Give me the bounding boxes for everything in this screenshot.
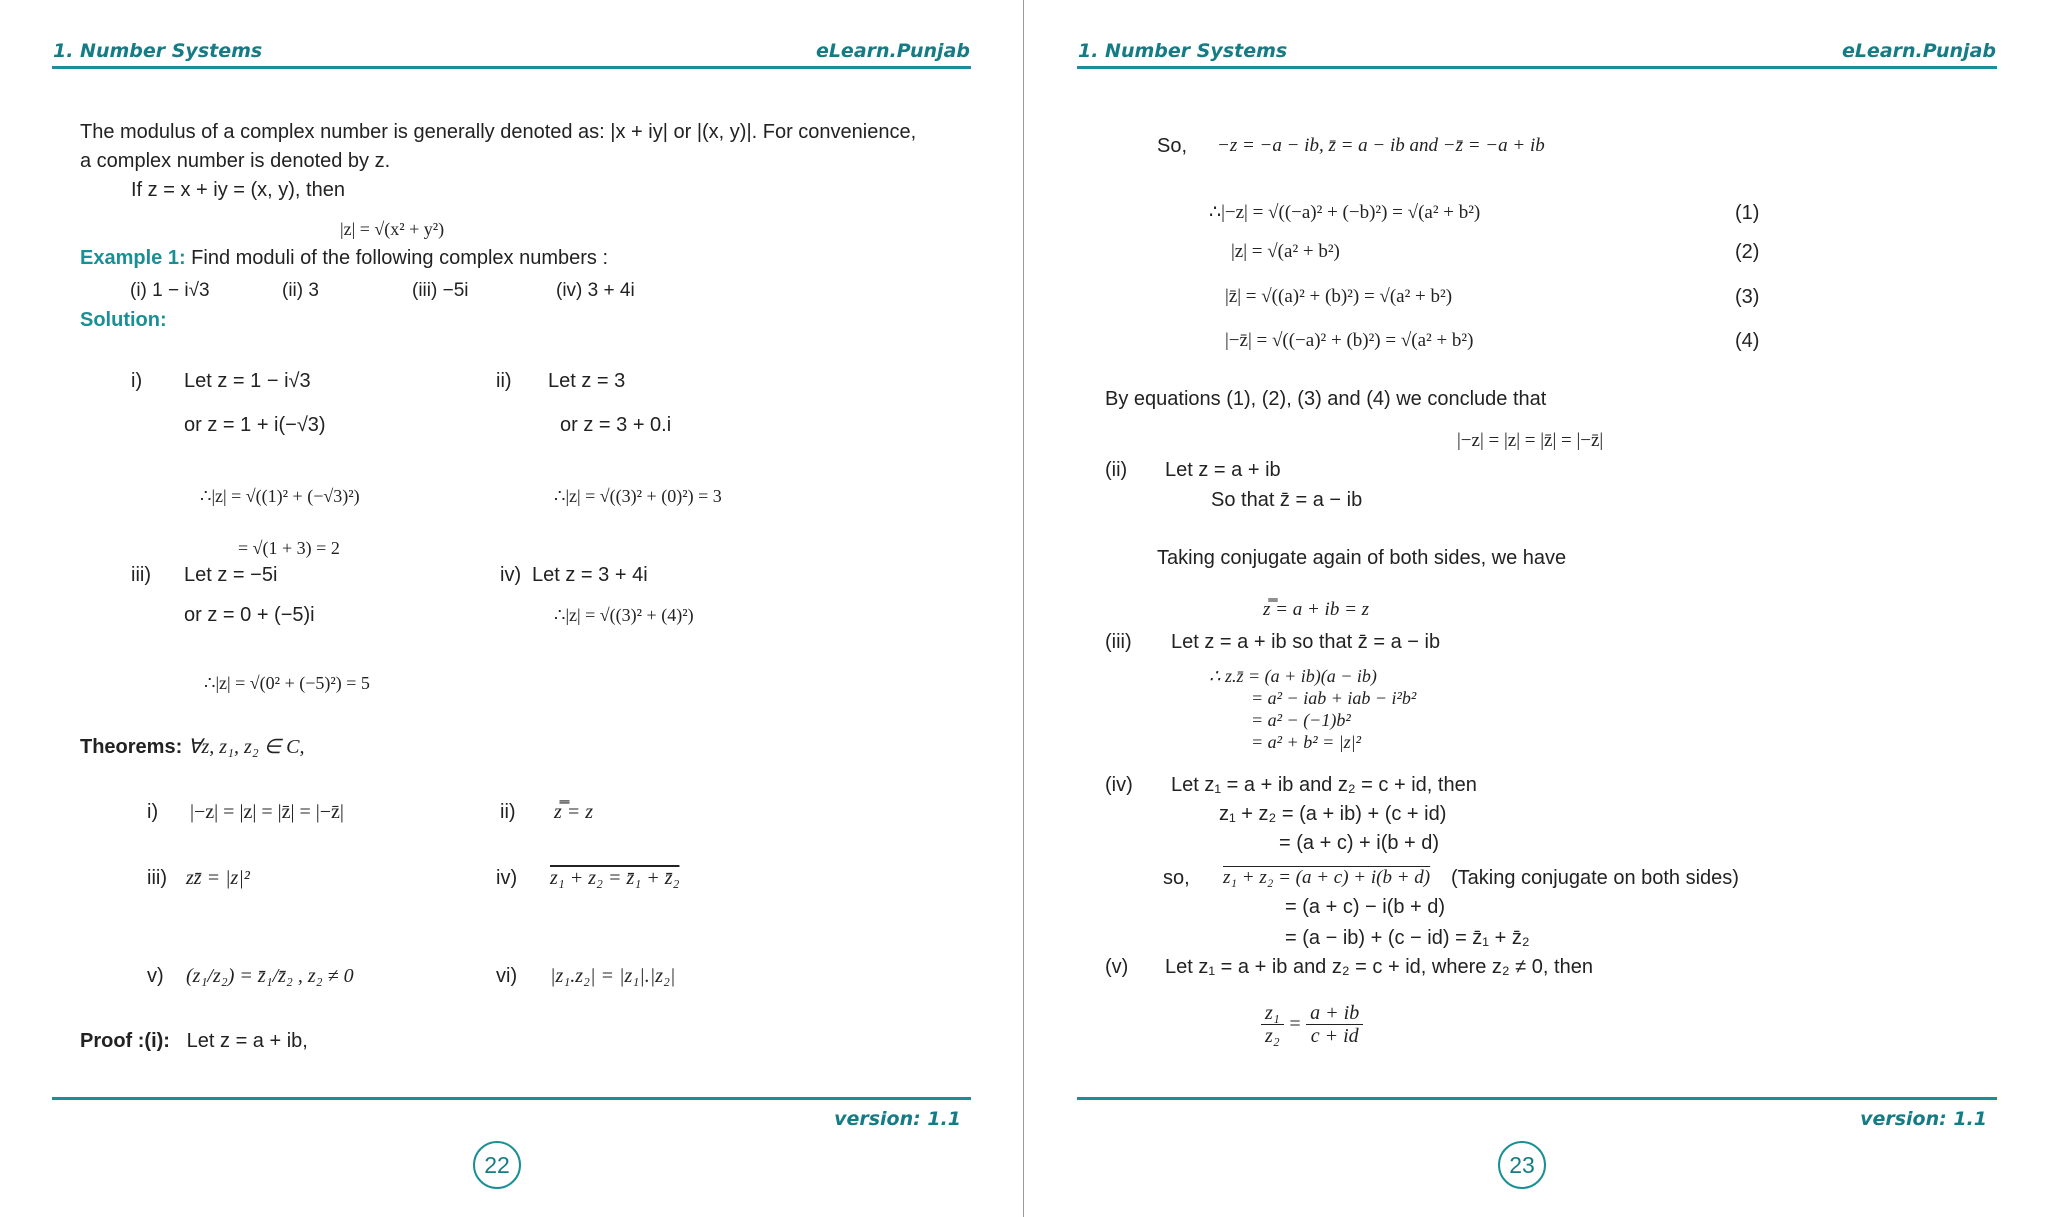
fraction-lhs-denominator: z₂	[1265, 1025, 1280, 1047]
part-i: (i) 1 − i√3	[130, 280, 210, 301]
modulus-formula: |z| = √(x² + y²)	[340, 219, 445, 239]
brand-name: eLearn.Punjab	[815, 40, 970, 62]
part-iv-line-4: z₁ + z₂ = (a + c) + i(b + d)	[1223, 867, 1431, 888]
sol-ii-modulus: ∴|z| = √((3)² + (0)²) = 3	[554, 486, 722, 506]
fraction-lhs	[1261, 1002, 1284, 1047]
theorem-iv: z₁ + z₂ = z̄₁ + z̄₂	[550, 867, 680, 889]
page-right	[1025, 0, 2048, 1217]
page-number: 23	[1498, 1141, 1546, 1189]
sol-i-or: or z = 1 + i(−√3)	[184, 414, 326, 436]
example-text: Find moduli of the following complex numbers :	[191, 247, 609, 269]
theorem-iv-number: iv)	[496, 867, 518, 889]
sol-iv-number: iv)	[500, 564, 522, 586]
version-label: version: 1.1	[1860, 1108, 1987, 1130]
example-label: Example 1:	[80, 247, 186, 269]
if-line: If z = x + iy = (x, y), then	[131, 179, 345, 201]
intro-line-2: a complex number is denoted by z.	[80, 150, 391, 172]
equation-4-tag: (4)	[1735, 330, 1760, 352]
theorem-i: |−z| = |z| = |z̄| = |−z̄|	[190, 801, 344, 823]
theorem-ii: z̿ = z	[554, 801, 594, 823]
part-ii-so: So that z̄ = a − ib	[1211, 489, 1363, 511]
part-ii: (ii) 3	[282, 280, 319, 301]
part-iii: (iii) −5i	[412, 280, 469, 301]
part-iv-let: Let z₁ = a + ib and z₂ = c + id, then	[1171, 774, 1477, 796]
equation-3: |z̄| = √((a)² + (b)²) = √(a² + b²)	[1225, 286, 1453, 307]
proof-label: Proof :(i):	[80, 1030, 170, 1052]
part-v-fraction	[1261, 1002, 1363, 1047]
part-ii-taking: Taking conjugate again of both sides, we have	[1157, 547, 1567, 569]
fraction-rhs-numerator: a + ib	[1306, 1002, 1363, 1025]
solution-label: Solution:	[80, 309, 167, 331]
proof-line	[80, 1029, 308, 1053]
equals-sign: =	[1289, 1012, 1301, 1035]
theorem-v: (z₁/z₂) = z̄₁/z̄₂ , z₂ ≠ 0	[186, 965, 354, 987]
sol-iii-or: or z = 0 + (−5)i	[184, 604, 315, 626]
part-iv-note: (Taking conjugate on both sides)	[1451, 867, 1739, 889]
conclude-text: By equations (1), (2), (3) and (4) we conclude that	[1105, 388, 1547, 410]
equation-1: ∴|−z| = √((−a)² + (−b)²) = √(a² + b²)	[1209, 202, 1481, 223]
conclude-equation: |−z| = |z| = |z̄| = |−z̄|	[1457, 430, 1604, 451]
part-ii-let: Let z = a + ib	[1165, 459, 1281, 481]
sol-ii-or: or z = 3 + 0.i	[560, 414, 672, 436]
part-iv: (iv) 3 + 4i	[556, 280, 635, 301]
theorems-label: Theorems:	[80, 736, 183, 758]
theorem-ii-number: ii)	[500, 801, 516, 823]
equation-2-tag: (2)	[1735, 241, 1760, 263]
part-iii-number: (iii)	[1105, 631, 1132, 653]
fraction-lhs-numerator: z₁	[1261, 1002, 1284, 1025]
page-footer	[1077, 1097, 1997, 1130]
page-header	[52, 34, 971, 69]
equation-1-tag: (1)	[1735, 202, 1760, 224]
example-heading	[80, 246, 608, 270]
sol-iii-number: iii)	[131, 564, 151, 586]
part-iii-line-1: ∴ z.z̄ = (a + ib)(a − ib)	[1209, 666, 1377, 686]
theorems-quantifier: ∀z, z₁, z₂ ∈ C,	[187, 736, 305, 758]
sol-ii-number: ii)	[496, 370, 512, 392]
theorem-v-number: v)	[147, 965, 164, 987]
proof-text: Let z = a + ib,	[186, 1030, 308, 1052]
part-iv-line-3: = (a + c) + i(b + d)	[1279, 832, 1440, 854]
sol-i-number: i)	[131, 370, 143, 392]
part-iii-line-4: = a² + b² = |z|²	[1251, 732, 1362, 752]
sol-i-result: = √(1 + 3) = 2	[238, 538, 340, 558]
sol-i-let: Let z = 1 − i√3	[184, 370, 311, 392]
brand-name: eLearn.Punjab	[1841, 40, 1996, 62]
so-label: So,	[1157, 135, 1188, 157]
part-iii-let: Let z = a + ib so that z̄ = a − ib	[1171, 631, 1441, 653]
part-iii-line-3: = a² − (−1)b²	[1251, 710, 1351, 730]
theorem-iii: zz̄ = |z|²	[186, 867, 250, 889]
part-iv-so: so,	[1163, 867, 1190, 889]
intro-line-1: The modulus of a complex number is generally denoted as: |x + iy| or |(x, y)|. For convenience,	[80, 121, 917, 143]
part-v-number: (v)	[1105, 956, 1129, 978]
sol-iv-let: Let z = 3 + 4i	[532, 564, 648, 586]
so-equation: −z = −a − ib, z̄ = a − ib and −z̄ = −a + ib	[1217, 135, 1545, 156]
chapter-title: 1. Number Systems	[53, 40, 263, 62]
page-header	[1077, 34, 1997, 69]
page-footer	[52, 1097, 971, 1130]
part-iv-line-2: z₁ + z₂ = (a + ib) + (c + id)	[1219, 803, 1447, 825]
version-label: version: 1.1	[834, 1108, 961, 1130]
part-v-let: Let z₁ = a + ib and z₂ = c + id, where z₂ ≠ 0, then	[1165, 956, 1593, 978]
equation-2: |z| = √(a² + b²)	[1231, 241, 1340, 262]
theorem-i-number: i)	[147, 801, 159, 823]
chapter-title: 1. Number Systems	[1078, 40, 1288, 62]
part-iii-line-2: = a² − iab + iab − i²b²	[1251, 688, 1417, 708]
theorems-heading	[80, 735, 305, 759]
part-iv-line-5: = (a + c) − i(b + d)	[1285, 896, 1446, 918]
sol-iv-modulus: ∴|z| = √((3)² + (4)²)	[554, 605, 694, 625]
part-iv-line-6: = (a − ib) + (c − id) = z̄₁ + z̄₂	[1285, 927, 1530, 949]
fraction-rhs	[1306, 1002, 1363, 1047]
equation-4: |−z̄| = √((−a)² + (b)²) = √(a² + b²)	[1225, 330, 1474, 351]
sol-ii-let: Let z = 3	[548, 370, 626, 392]
theorem-iii-number: iii)	[147, 867, 167, 889]
theorem-vi: |z₁.z₂| = |z₁|.|z₂|	[550, 965, 676, 987]
page-number: 22	[473, 1141, 521, 1189]
part-ii-result: z̿ = a + ib = z	[1263, 599, 1370, 620]
part-ii-number: (ii)	[1105, 459, 1128, 481]
equation-3-tag: (3)	[1735, 286, 1760, 308]
theorem-vi-number: vi)	[496, 965, 518, 987]
fraction-rhs-denominator: c + id	[1310, 1025, 1359, 1047]
part-iv-number: (iv)	[1105, 774, 1133, 796]
sol-iii-let: Let z = −5i	[184, 564, 278, 586]
sol-i-modulus: ∴|z| = √((1)² + (−√3)²)	[200, 486, 360, 506]
sol-iii-modulus: ∴|z| = √(0² + (−5)²) = 5	[204, 673, 370, 693]
